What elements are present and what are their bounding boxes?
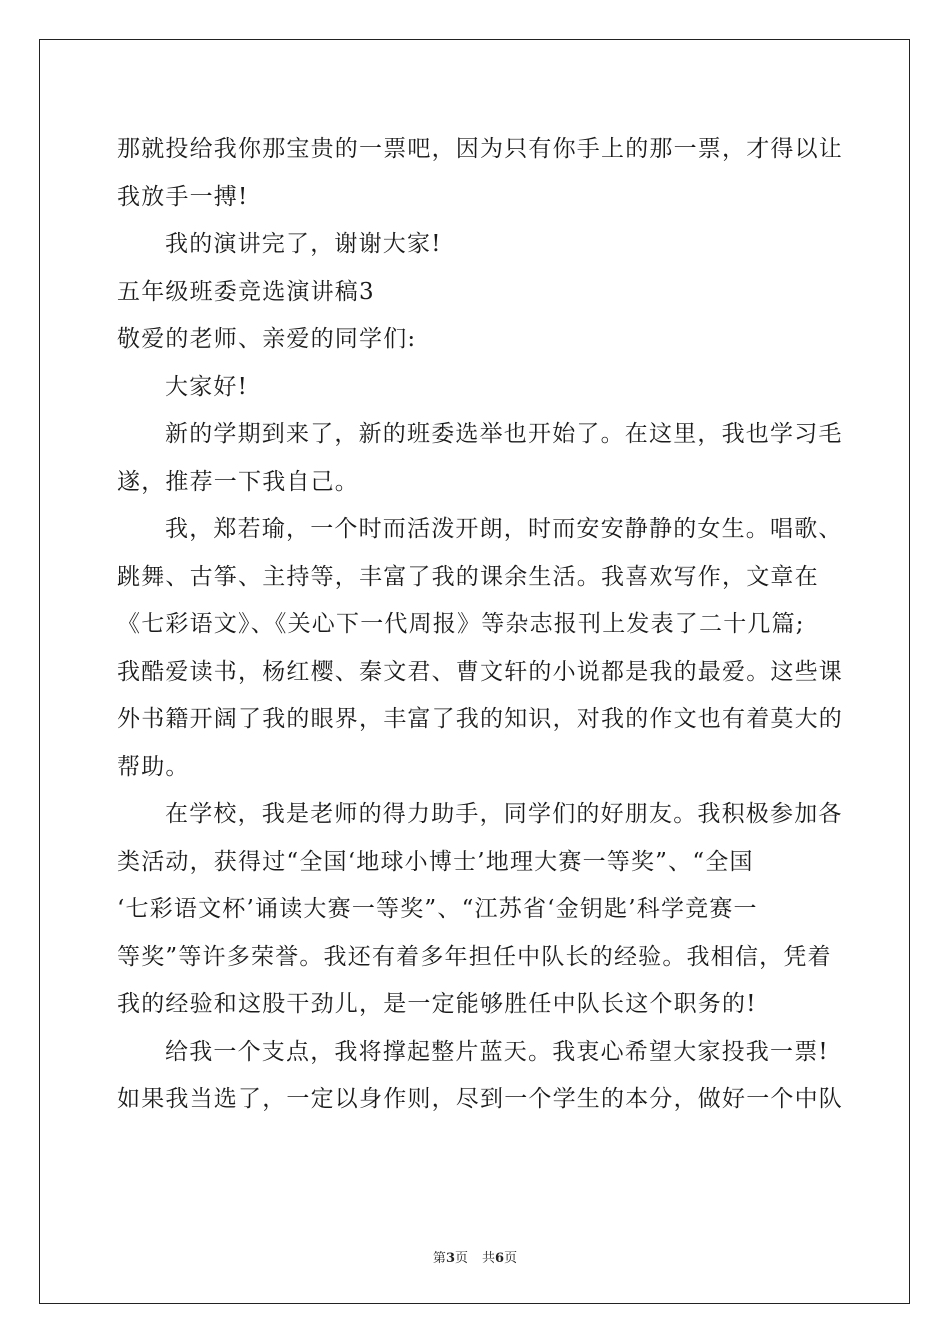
line-text: 我的经验和这股干劲儿，是一定能够胜任中队长这个职务的! [117,991,757,1017]
text-line [117,744,837,792]
section-title [117,269,837,317]
line-text: 如果我当选了，一定以身作则，尽到一个学生的本分，做好一个中队 [117,1086,843,1112]
text-line [117,506,843,554]
text-line [117,459,837,507]
line-text: 敬爱的老师、亲爱的同学们: [117,326,417,352]
line-text: 外书籍开阔了我的眼界，丰富了我的知识，对我的作文也有着莫大的 [117,706,843,732]
line-text: 帮助。 [117,753,190,780]
document-body [117,126,843,1124]
text-line [117,601,837,649]
line-text: 等奖”等许多荣誉。我还有着多年担任中队长的经验。我相信，凭着 [117,943,832,970]
text-line [117,696,843,744]
total-prefix: 共 [482,1251,496,1266]
text-line [117,1029,837,1077]
line-text: ‘七彩语文杯’诵读大赛一等奖”、“江苏省‘金钥匙’科学竞赛一 [117,896,758,922]
text-line [117,174,837,222]
line-text: 大家好! [165,373,249,400]
text-line [117,649,843,697]
total-pages: 6 [495,1251,505,1266]
line-text: 新的学期到来了，新的班委选举也开始了。在这里，我也学习毛 [165,421,843,447]
text-line [117,1076,843,1124]
text-line [117,934,837,982]
text-line [117,411,843,459]
line-text: 我放手一搏! [117,183,249,210]
line-text: 遂，推荐一下我自己。 [117,468,359,495]
line-text: 给我一个支点，我将撑起整片蓝天。我衷心希望大家投我一票! [165,1038,829,1065]
text-line [117,554,837,602]
text-line [117,364,837,412]
line-text: 五年级班委竞选演讲稿3 [117,278,375,305]
total-suffix: 页 [504,1251,518,1266]
line-text: 在学校，我是老师的得力助手，同学们的好朋友。我积极参加各 [165,801,843,827]
text-line [117,886,837,934]
text-line [117,221,837,269]
salutation [117,316,837,364]
line-text: 我，郑若瑜，一个时而活泼开朗，时而安安静静的女生。唱歌、 [165,516,843,542]
line-text: 我的演讲完了，谢谢大家! [165,231,442,257]
page-number: 3 [445,1251,455,1266]
page-suffix: 页 [454,1251,468,1266]
page-footer [0,1247,950,1266]
text-line [117,126,843,174]
line-text: 跳舞、古筝、主持等，丰富了我的课余生活。我喜欢写作，文章在 [117,563,819,590]
line-text: 我酷爱读书，杨红樱、秦文君、曹文轩的小说都是我的最爱。这些课 [117,658,843,685]
page-prefix: 第 [432,1251,446,1266]
line-text: 《七彩语文》、《关心下一代周报》等杂志报刊上发表了二十几篇; [117,611,805,637]
text-line [117,839,837,887]
text-line [117,791,843,839]
text-line [117,981,837,1029]
line-text: 类活动，获得过“全国‘地球小博士’地理大赛一等奖”、“全国 [117,848,754,875]
line-text: 那就投给我你那宝贵的一票吧，因为只有你手上的那一票，才得以让 [117,136,843,162]
